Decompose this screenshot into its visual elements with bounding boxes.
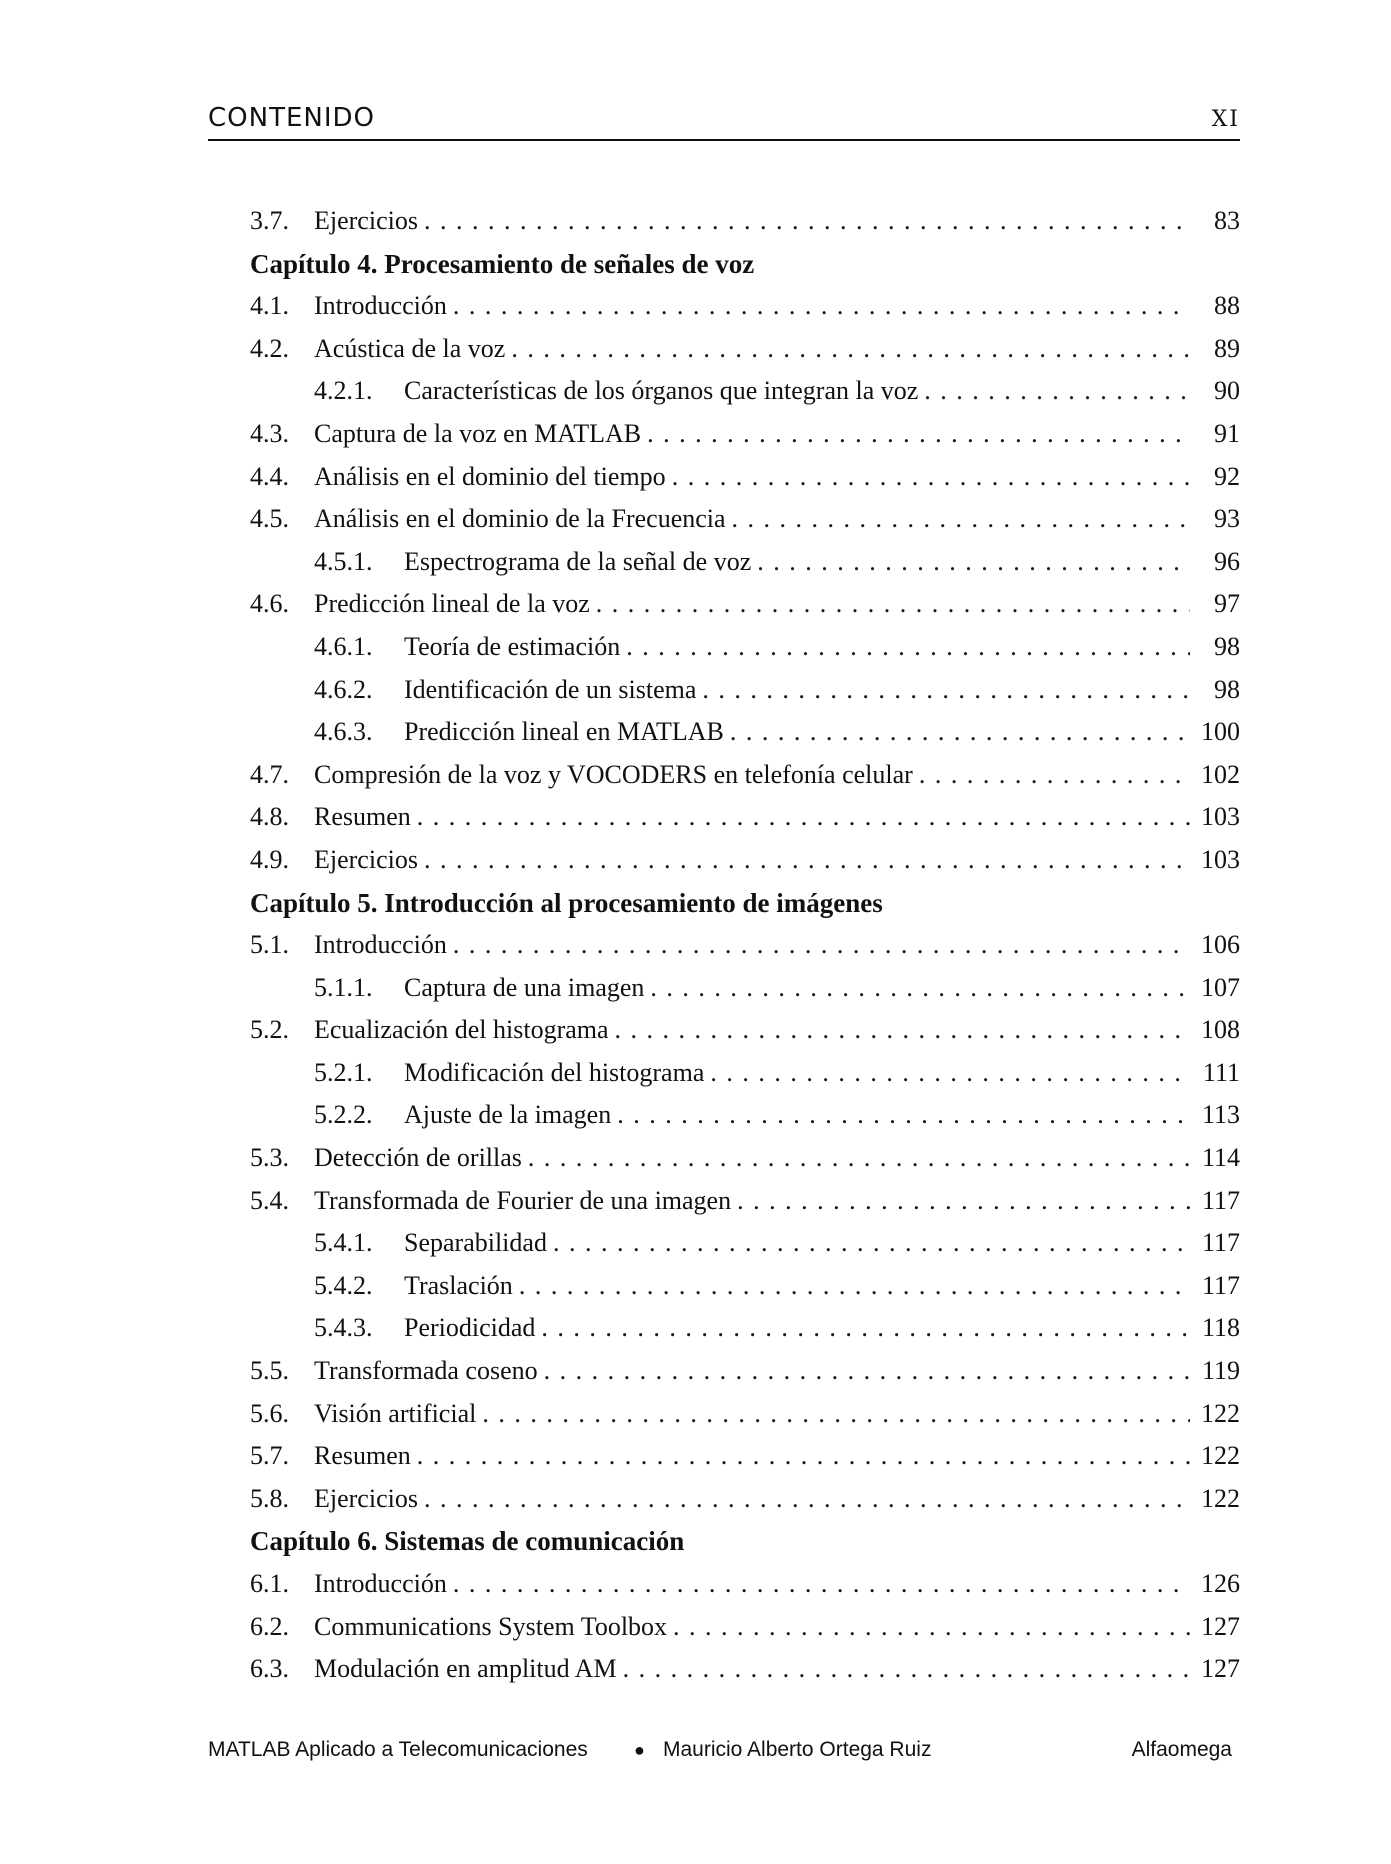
dot-leader xyxy=(541,1307,1190,1350)
toc-entry-line xyxy=(250,1435,1240,1478)
dot-leader xyxy=(453,1563,1190,1606)
page-number: XI xyxy=(1211,107,1240,132)
entry-title: Ejercicios xyxy=(314,206,418,235)
toc-section-entry xyxy=(250,583,1240,626)
dot-leader xyxy=(730,711,1190,754)
toc-subsection-entry xyxy=(250,370,1240,413)
dot-leader xyxy=(519,1265,1190,1308)
entry-page-number: 98 xyxy=(1214,631,1240,661)
entry-number: 5.1. xyxy=(250,930,289,960)
dot-leader xyxy=(544,1350,1190,1393)
toc-entry-line xyxy=(250,1350,1240,1393)
entry-page-number: 127 xyxy=(1201,1654,1240,1684)
entry-number: 4.6.1. xyxy=(314,631,373,661)
entry-number: 4.2.1. xyxy=(314,376,373,406)
toc-section-entry xyxy=(250,1180,1240,1223)
toc-entry-line xyxy=(250,456,1240,499)
dot-leader xyxy=(757,541,1190,584)
dot-leader xyxy=(417,796,1190,839)
toc-entry-line xyxy=(250,839,1240,882)
footer-author: Mauricio Alberto Ortega Ruiz xyxy=(663,1738,932,1761)
toc-section-entry xyxy=(250,285,1240,328)
entry-title: Modulación en amplitud AM xyxy=(314,1654,617,1684)
entry-number: 4.5. xyxy=(250,504,289,534)
footer-bullet-icon: ● xyxy=(634,1740,645,1760)
entry-number: 6.1. xyxy=(250,1569,289,1598)
entry-page-number: 118 xyxy=(1201,1313,1240,1343)
entry-title: Acústica de la voz xyxy=(314,333,506,363)
dot-leader xyxy=(511,328,1190,371)
entry-page-number: 90 xyxy=(1214,376,1240,406)
entry-title: Captura de la voz en MATLAB xyxy=(314,418,642,448)
entry-number: 5.4.1. xyxy=(314,1228,373,1258)
dot-leader xyxy=(482,1393,1190,1436)
entry-number: 4.4. xyxy=(250,461,289,491)
toc-subsection-entry xyxy=(250,669,1240,712)
toc-entry-line xyxy=(250,1393,1240,1436)
chapter-title: Capítulo 4. Procesamiento de señales de voz xyxy=(250,248,755,279)
toc-section-entry xyxy=(250,1563,1240,1606)
toc-section-entry xyxy=(250,1435,1240,1478)
toc-entry-line xyxy=(250,1009,1240,1052)
toc-entry-line xyxy=(250,1265,1240,1308)
entry-page-number: 117 xyxy=(1201,1270,1240,1300)
entry-title: Introducción xyxy=(314,930,447,960)
toc-section-entry xyxy=(250,1137,1240,1180)
entry-page-number: 126 xyxy=(1201,1569,1240,1598)
entry-number: 5.4. xyxy=(250,1185,289,1215)
entry-title: Introducción xyxy=(314,291,447,321)
entry-page-number: 117 xyxy=(1201,1185,1240,1215)
toc-entry-line xyxy=(250,1137,1240,1180)
entry-number: 5.1.1. xyxy=(314,972,373,1002)
dot-leader xyxy=(626,626,1190,669)
entry-page-number: 127 xyxy=(1201,1611,1240,1641)
entry-page-number: 106 xyxy=(1201,930,1240,960)
toc-section-entry xyxy=(250,328,1240,371)
entry-page-number: 107 xyxy=(1201,972,1240,1002)
toc-entry-line xyxy=(250,1563,1240,1606)
toc-entry-line xyxy=(250,328,1240,371)
toc-chapter-heading xyxy=(250,1520,1240,1563)
dot-leader xyxy=(424,1478,1190,1521)
toc-section-entry xyxy=(250,796,1240,839)
entry-number: 4.5.1. xyxy=(314,546,373,576)
footer-book-title: MATLAB Aplicado a Telecomunicaciones xyxy=(208,1738,588,1761)
dot-leader xyxy=(453,924,1190,967)
dot-leader xyxy=(453,285,1190,328)
toc-entry-line xyxy=(250,669,1240,712)
dot-leader xyxy=(617,1094,1190,1137)
toc-subsection-entry xyxy=(250,1307,1240,1350)
toc-section-entry xyxy=(250,1478,1240,1521)
entry-page-number: 122 xyxy=(1201,1398,1240,1428)
toc-subsection-entry xyxy=(250,967,1240,1010)
toc-entry-line xyxy=(250,711,1240,754)
dot-leader xyxy=(623,1648,1190,1691)
toc-section-entry xyxy=(250,1350,1240,1393)
dot-leader xyxy=(732,498,1190,541)
toc-entry-line xyxy=(250,583,1240,626)
toc-entry-line xyxy=(250,1222,1240,1265)
entry-title: Identificación de un sistema xyxy=(404,674,697,704)
toc-section-entry xyxy=(250,498,1240,541)
toc-entry-line xyxy=(250,498,1240,541)
entry-title: Resumen xyxy=(314,1441,411,1471)
toc-entry-line xyxy=(250,200,1240,243)
entry-number: 5.2.1. xyxy=(314,1057,373,1087)
entry-page-number: 108 xyxy=(1201,1015,1240,1045)
toc-entry-line xyxy=(250,541,1240,584)
entry-page-number: 91 xyxy=(1214,418,1240,448)
dot-leader xyxy=(596,583,1190,626)
toc-section-entry xyxy=(250,456,1240,499)
entry-number: 4.6.3. xyxy=(314,717,373,747)
dot-leader xyxy=(650,967,1190,1010)
running-title: CONTENIDO xyxy=(208,103,375,133)
entry-title: Compresión de la voz y VOCODERS en telefonía celular xyxy=(314,759,913,789)
entry-page-number: 114 xyxy=(1201,1143,1240,1173)
toc-subsection-entry xyxy=(250,1094,1240,1137)
page-header xyxy=(208,102,1240,142)
toc-entry-line xyxy=(250,370,1240,413)
entry-title: Communications System Toolbox xyxy=(314,1611,668,1641)
entry-number: 4.6. xyxy=(250,589,289,619)
toc-section-entry xyxy=(250,1009,1240,1052)
entry-number: 5.3. xyxy=(250,1143,289,1173)
toc-subsection-entry xyxy=(250,626,1240,669)
toc-section-entry xyxy=(250,839,1240,882)
entry-title: Ajuste de la imagen xyxy=(404,1100,612,1130)
entry-number: 5.4.2. xyxy=(314,1270,373,1300)
entry-number: 4.8. xyxy=(250,802,289,832)
entry-title: Visión artificial xyxy=(314,1398,477,1428)
entry-page-number: 83 xyxy=(1214,206,1240,235)
entry-title: Predicción lineal en MATLAB xyxy=(404,717,724,747)
toc-entry-line xyxy=(250,796,1240,839)
dot-leader xyxy=(424,200,1190,243)
entry-page-number: 102 xyxy=(1201,759,1240,789)
toc-entry-line xyxy=(250,413,1240,456)
toc-entry-line xyxy=(250,924,1240,967)
entry-page-number: 122 xyxy=(1201,1441,1240,1471)
entry-title: Modificación del histograma xyxy=(404,1057,705,1087)
toc-entry-line xyxy=(250,1478,1240,1521)
entry-title: Análisis en el dominio de la Frecuencia xyxy=(314,504,726,534)
toc-section-entry xyxy=(250,754,1240,797)
entry-title: Resumen xyxy=(314,802,411,832)
toc-entry-line xyxy=(250,754,1240,797)
header-rule xyxy=(208,139,1240,141)
toc-section-entry xyxy=(250,1606,1240,1649)
dot-leader xyxy=(702,669,1190,712)
toc-subsection-entry xyxy=(250,1052,1240,1095)
entry-number: 5.2.2. xyxy=(314,1100,373,1130)
entry-page-number: 119 xyxy=(1201,1356,1240,1386)
dot-leader xyxy=(615,1009,1190,1052)
dot-leader xyxy=(553,1222,1190,1265)
entry-page-number: 111 xyxy=(1202,1057,1240,1087)
entry-number: 6.3. xyxy=(250,1654,289,1684)
dot-leader xyxy=(528,1137,1190,1180)
entry-page-number: 113 xyxy=(1201,1100,1240,1130)
toc-section-entry xyxy=(250,413,1240,456)
entry-title: Separabilidad xyxy=(404,1228,547,1258)
entry-title: Análisis en el dominio del tiempo xyxy=(314,461,666,491)
toc-entry-line xyxy=(250,1606,1240,1649)
entry-page-number: 103 xyxy=(1201,844,1240,874)
entry-number: 5.4.3. xyxy=(314,1313,373,1343)
toc-entry-line xyxy=(250,1307,1240,1350)
chapter-title: Capítulo 6. Sistemas de comunicación xyxy=(250,1526,685,1557)
toc-entry-line xyxy=(250,1648,1240,1691)
entry-number: 4.7. xyxy=(250,759,289,789)
entry-number: 5.5. xyxy=(250,1356,289,1386)
entry-number: 3.7. xyxy=(250,206,289,235)
entry-title: Captura de una imagen xyxy=(404,972,645,1002)
entry-page-number: 92 xyxy=(1214,461,1240,491)
toc-entry-line xyxy=(250,285,1240,328)
entry-number: 5.2. xyxy=(250,1015,289,1045)
entry-page-number: 89 xyxy=(1214,333,1240,363)
entry-page-number: 93 xyxy=(1214,504,1240,534)
toc-chapter-heading xyxy=(250,243,1240,286)
entry-title: Periodicidad xyxy=(404,1313,536,1343)
entry-page-number: 103 xyxy=(1201,802,1240,832)
entry-number: 4.1. xyxy=(250,291,289,321)
entry-title: Transformada coseno xyxy=(314,1356,538,1386)
entry-number: 4.3. xyxy=(250,418,289,448)
entry-page-number: 96 xyxy=(1214,546,1240,576)
entry-title: Ecualización del histograma xyxy=(314,1015,609,1045)
entry-page-number: 98 xyxy=(1214,674,1240,704)
toc-entry-line xyxy=(250,1180,1240,1223)
dot-leader xyxy=(672,456,1190,499)
dot-leader xyxy=(919,754,1190,797)
entry-title: Espectrograma de la señal de voz xyxy=(404,546,752,576)
entry-page-number: 88 xyxy=(1214,291,1240,321)
entry-number: 5.8. xyxy=(250,1483,289,1513)
toc-section-entry xyxy=(250,1393,1240,1436)
toc-entry-line xyxy=(250,1052,1240,1095)
dot-leader xyxy=(647,413,1190,456)
page-footer xyxy=(208,1732,1232,1768)
dot-leader xyxy=(737,1180,1190,1223)
chapter-title: Capítulo 5. Introducción al procesamiento de imágenes xyxy=(250,887,883,918)
entry-page-number: 100 xyxy=(1201,717,1240,747)
entry-page-number: 117 xyxy=(1201,1228,1240,1258)
entry-number: 5.7. xyxy=(250,1441,289,1471)
entry-number: 4.9. xyxy=(250,844,289,874)
footer-publisher: Alfaomega xyxy=(1131,1738,1232,1761)
entry-title: Traslación xyxy=(404,1270,513,1300)
toc-subsection-entry xyxy=(250,1222,1240,1265)
entry-title: Transformada de Fourier de una imagen xyxy=(314,1185,732,1215)
entry-number: 6.2. xyxy=(250,1611,289,1641)
toc-subsection-entry xyxy=(250,1265,1240,1308)
toc-subsection-entry xyxy=(250,711,1240,754)
entry-title: Ejercicios xyxy=(314,1483,418,1513)
toc-entry-line xyxy=(250,626,1240,669)
entry-title: Características de los órganos que integran la voz xyxy=(404,376,919,406)
toc-chapter-heading xyxy=(250,882,1240,925)
toc-subsection-entry xyxy=(250,541,1240,584)
dot-leader xyxy=(710,1052,1190,1095)
toc-section-entry xyxy=(250,200,1240,243)
toc-section-entry xyxy=(250,1648,1240,1691)
dot-leader xyxy=(417,1435,1190,1478)
entry-title: Introducción xyxy=(314,1569,447,1598)
dot-leader xyxy=(924,370,1190,413)
entry-title: Ejercicios xyxy=(314,844,418,874)
entry-title: Teoría de estimación xyxy=(404,631,621,661)
table-of-contents xyxy=(250,200,1240,1691)
entry-page-number: 122 xyxy=(1201,1483,1240,1513)
toc-entry-line xyxy=(250,1094,1240,1137)
toc-section-entry xyxy=(250,924,1240,967)
entry-number: 4.6.2. xyxy=(314,674,373,704)
entry-page-number: 97 xyxy=(1214,589,1240,619)
entry-number: 4.2. xyxy=(250,333,289,363)
dot-leader xyxy=(673,1606,1190,1649)
entry-title: Detección de orillas xyxy=(314,1143,522,1173)
entry-number: 5.6. xyxy=(250,1398,289,1428)
dot-leader xyxy=(424,839,1190,882)
toc-entry-line xyxy=(250,967,1240,1010)
entry-title: Predicción lineal de la voz xyxy=(314,589,590,619)
